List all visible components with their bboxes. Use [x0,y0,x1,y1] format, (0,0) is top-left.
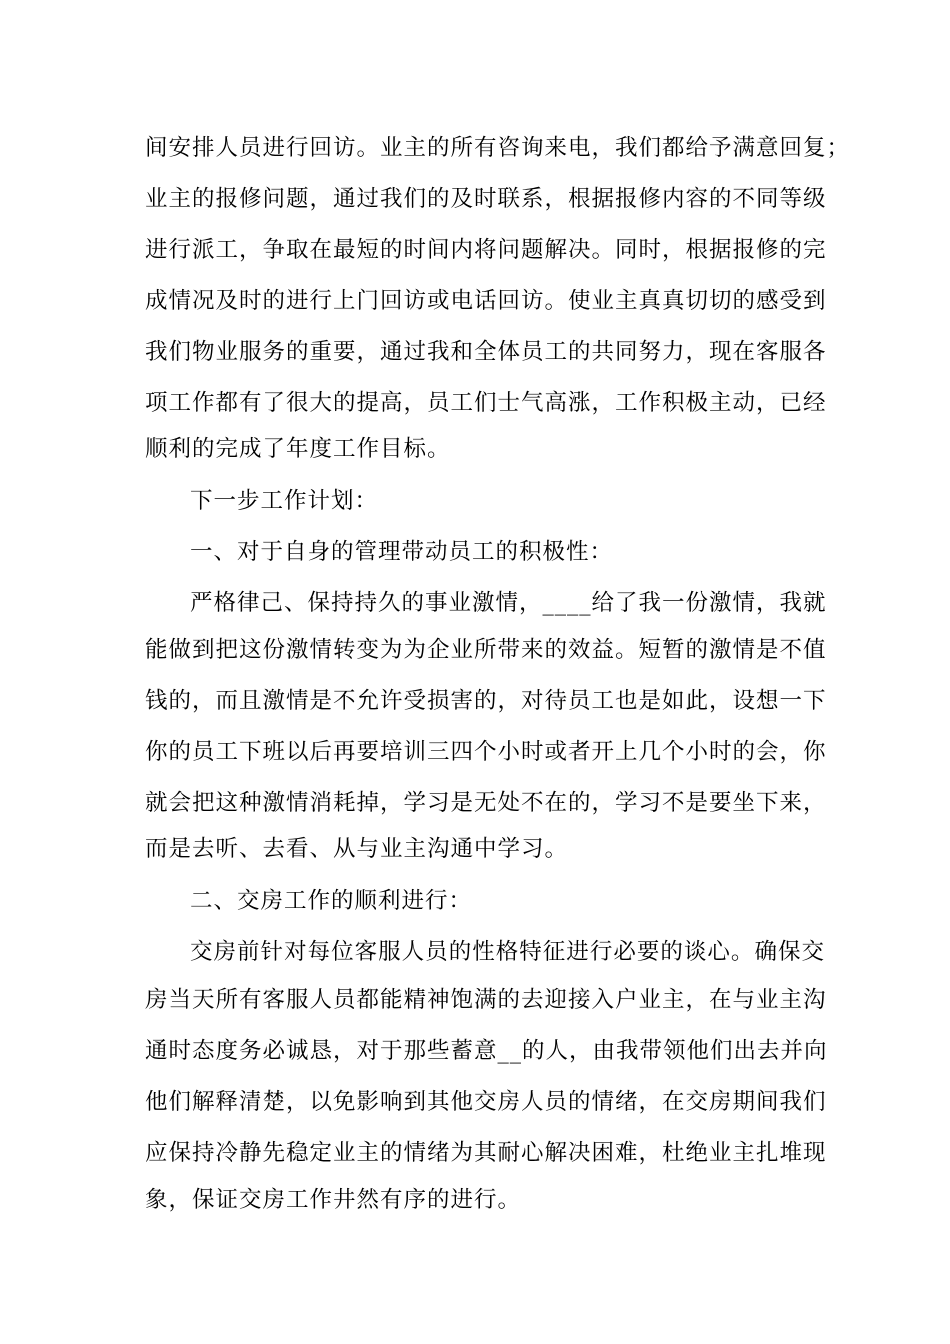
paragraph-line: 进行派工，争取在最短的时间内将问题解决。同时，根据报修的完 [145,237,827,263]
paragraph-line: 他们解释清楚，以免影响到其他交房人员的情绪，在交房期间我们 [145,1089,827,1115]
section-heading: 一、对于自身的管理带动员工的积极性： [190,539,614,565]
paragraph-line: 项工作都有了很大的提高，员工们士气高涨，工作积极主动，已经 [145,390,827,416]
section-heading: 下一步工作计划： [190,488,379,514]
paragraph-line: 严格律己、保持持久的事业激情，____给了我一份激情，我就 [190,590,827,616]
paragraph-line: 通时态度务必诚恳，对于那些蓄意__的人，由我带领他们出去并向 [145,1038,828,1064]
paragraph-line: 顺利的完成了年度工作目标。 [145,436,451,462]
section-heading: 二、交房工作的顺利进行： [190,888,473,914]
paragraph-line: 钱的，而且激情是不允许受损害的，对待员工也是如此，设想一下 [145,688,827,714]
paragraph-line: 能做到把这份激情转变为为企业所带来的效益。短暂的激情是不值 [145,637,827,663]
paragraph-line: 业主的报修问题，通过我们的及时联系，根据报修内容的不同等级 [145,186,827,212]
paragraph-line: 就会把这种激情消耗掉，学习是无处不在的，学习不是要坐下来， [145,790,827,816]
paragraph-line: 房当天所有客服人员都能精神饱满的去迎接入户业主，在与业主沟 [145,987,827,1013]
paragraph-line: 你的员工下班以后再要培训三四个小时或者开上几个小时的会，你 [145,739,827,765]
paragraph-line: 成情况及时的进行上门回访或电话回访。使业主真真切切的感受到 [145,288,827,314]
paragraph-line: 交房前针对每位客服人员的性格特征进行必要的谈心。确保交 [190,939,825,965]
paragraph-line: 间安排人员进行回访。业主的所有咨询来电，我们都给予满意回复； [145,135,851,161]
paragraph-line: 而是去听、去看、从与业主沟通中学习。 [145,836,569,862]
paragraph-line: 象，保证交房工作井然有序的进行。 [145,1187,522,1213]
paragraph-line: 应保持冷静先稳定业主的情绪为其耐心解决困难，杜绝业主扎堆现 [145,1140,827,1166]
paragraph-line: 我们物业服务的重要，通过我和全体员工的共同努力，现在客服各 [145,339,827,365]
